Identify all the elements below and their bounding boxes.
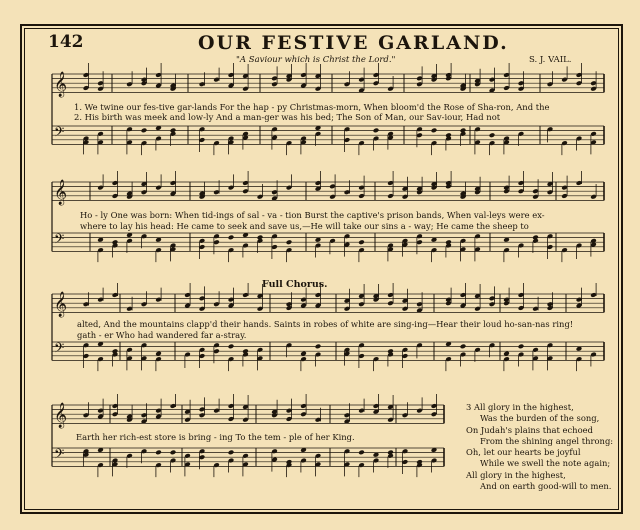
verse-3-line: Was the burden of the song, [480,413,600,424]
note-head [228,235,235,241]
bass-clef-icon: 𝄢 [54,124,65,143]
note-head [257,235,264,241]
bass-clef-icon: 𝄢 [54,340,65,359]
bass-clef-icon: 𝄢 [54,446,65,465]
lyric-line: Earth her rich-est store is bring - ing To the tem - ple of her King. [76,432,355,442]
note-head [141,128,148,134]
lyric-line: where to lay his head: He came to seek and save us,—He will take our sins a - way; He came the sheep to [80,221,529,231]
chorus-heading: Full Chorus. [262,279,328,290]
note-head [228,450,235,456]
note-head [358,450,365,456]
hymn-title: OUR FESTIVE GARLAND. [198,32,509,54]
note-head [228,344,235,350]
treble-clef-icon: 𝄞 [54,403,68,428]
verse-3-line: Oh, let our hearts be joyful [466,447,581,458]
verse-3 [466,402,613,492]
note-head [170,128,177,134]
verse-3-line: All glory in the highest, [466,469,566,480]
note-head [155,450,162,456]
note-head [460,344,467,350]
verse-3-line: While we swell the note again; [480,458,611,469]
verse-3-line: And on earth good-will to men. [480,481,612,492]
verse-3-line: On Judah's plains that echoed [466,424,593,435]
lyric-line: alted, And the mountains clapp'd their hands. Saints in robes of white are sing-ing—Hear their loud ho-san-nas ring! [77,319,574,329]
bass-clef-icon: 𝄢 [54,231,65,250]
treble-clef-icon: 𝄞 [54,180,68,205]
note-head [358,239,365,245]
composer-credit: S. J. VAIL. [529,55,572,65]
note-head [315,344,322,350]
note-head [286,239,293,245]
lyric-line: Ho - ly One was born: When tid-ings of sal - va - tion Burst the captive's prison bands, When val-leys were ex- [80,210,545,220]
note-head [532,235,539,241]
note-head [431,128,438,134]
note-head [170,450,177,456]
lyric-line: 1. We twine our fes-tive gar-lands For the hap - py Christmas-morn, When bloom'd the Rose of Sha-ron, And the [74,102,550,112]
note-head [373,128,380,134]
hymn-subtitle: "A Saviour which is Christ the Lord." [236,55,396,65]
note-head [387,450,394,456]
note-head [460,128,467,134]
lyric-line: gath - er Who had wandered far a-stray. [77,330,247,340]
treble-clef-icon: 𝄞 [54,72,68,97]
page-number: 142 [48,32,84,52]
note-head [489,132,496,138]
lyric-line: 2. His birth was meek and low-ly And a man-ger was his bed; The Son of Man, our Sav-iour, Had not [74,112,501,122]
note-head [518,344,525,350]
treble-clef-icon: 𝄞 [54,292,68,317]
verse-3-line: 3 All glory in the highest, [466,402,574,412]
verse-3-line: From the shining angel throng: [480,435,614,446]
